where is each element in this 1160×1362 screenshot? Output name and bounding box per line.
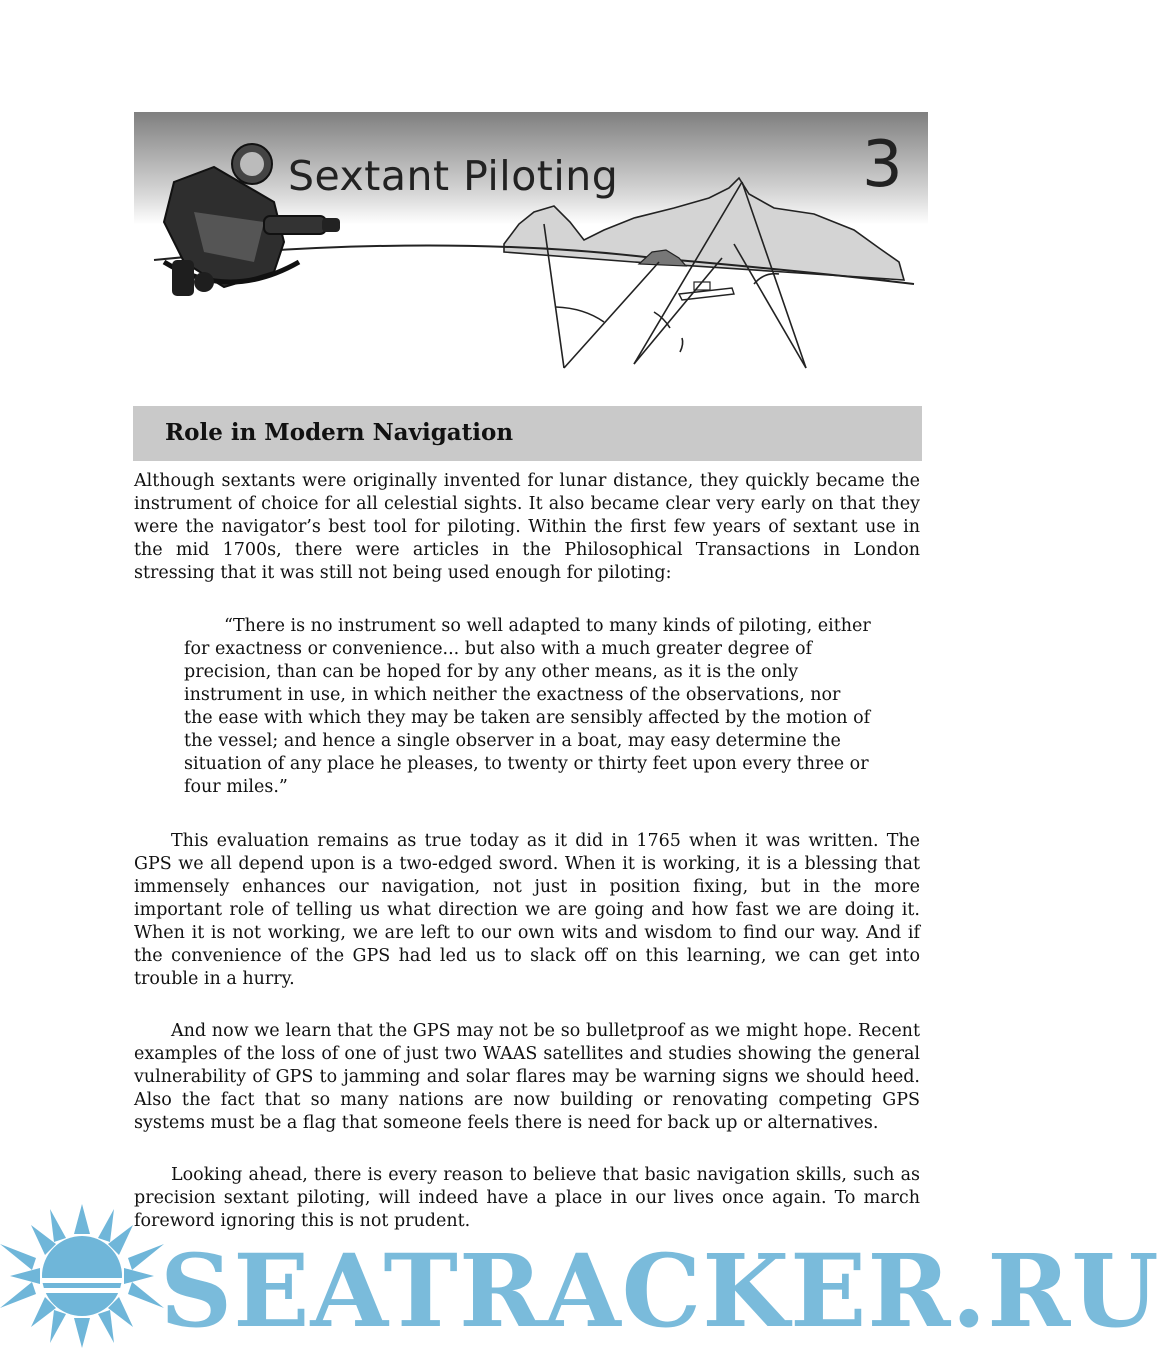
paragraph-vulnerability: And now we learn that the GPS may not be so bulletproof as we might hope. Recent examples of the loss of one of just two WAAS satellites and studies showing the general vulnerability of GPS to jamming and solar flares may be warning signs we should heed. Also the fact that so many nations are now building or renovating competing GPS systems must be a flag that someone feels there is need for back up or alternatives. bbox=[134, 1021, 920, 1133]
section-header bbox=[133, 406, 922, 461]
boat-icon bbox=[679, 282, 734, 300]
watermark-text: SEATRACKER.RU bbox=[160, 1232, 1160, 1350]
chapter-number: 3 bbox=[862, 128, 903, 202]
paragraph-evaluation: This evaluation remains as true today as it did in 1765 when it was written. The GPS we all depend upon is a two-edged sword. When it is working, it is a blessing that immensely enhances our navigation, not just in position fixing, but in the more important role of telling us what direction we are going and how fast we are doing it. When it is not working, we are left to our own wits and wisdom to find our way. And if the convenience of the GPS had led us to slack off on this learning, we can get into trouble in a hurry. bbox=[134, 831, 920, 989]
paragraph-intro: Although sextants were originally invented for lunar distance, they quickly became the instrument of choice for all celestial sights. It also became clear very early on that they were the navigator’s best tool for piloting. Within the first few years of sextant use in the mid 1700s, there were articles in the Philosophical Transactions in London stressing that it was still not being used enough for piloting: bbox=[134, 471, 920, 583]
chapter-title: Sextant Piloting bbox=[288, 152, 619, 200]
paragraph-looking-ahead: Looking ahead, there is every reason to believe that basic navigation skills, such as precision sextant piloting, will indeed have a place in our lives once again. To march foreword ignoring this is not prudent. bbox=[134, 1165, 920, 1231]
section-title: Role in Modern Navigation bbox=[165, 419, 514, 446]
block-quote: “There is no instrument so well adapted to many kinds of piloting, either for exactness or convenience... but also with a much greater degree of precision, than can be hoped for by any other means, as it is the only instrument in use, in which neither the exactness of the observations, nor the ease with which they may be taken are sensibly affected by the motion of the vessel; and hence a single observer in a boat, may easy determine the situation of any place he pleases, to twenty or thirty feet upon every three or four miles.” bbox=[184, 616, 871, 797]
